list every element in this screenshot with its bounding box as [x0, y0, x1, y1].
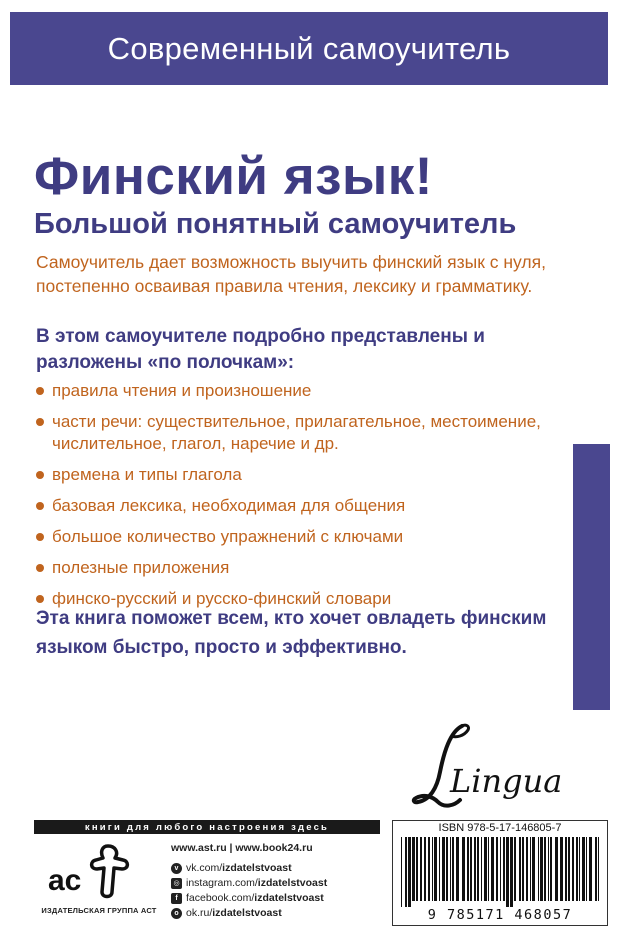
- bullet-icon: [36, 387, 44, 395]
- barcode-bar: [401, 837, 402, 907]
- social-link-vk: [171, 861, 381, 875]
- barcode-bar: [532, 837, 535, 901]
- barcode-bar: [586, 837, 587, 901]
- barcode-bar: [526, 837, 528, 901]
- barcode-bar: [442, 837, 445, 901]
- lingua-wordmark: Lingua: [450, 762, 563, 800]
- barcode-bar: [595, 837, 597, 901]
- barcode-bar: [500, 837, 501, 901]
- barcode-bar: [538, 837, 539, 901]
- barcode-bar: [544, 837, 546, 901]
- barcode-bar: [496, 837, 498, 901]
- barcode-bar: [452, 837, 454, 901]
- social-link-ok: [171, 906, 381, 920]
- ean-number: 9 785171 468057: [427, 907, 573, 923]
- barcode-bar: [484, 837, 487, 901]
- list-item: [36, 557, 566, 579]
- bullet-icon: [36, 502, 44, 510]
- closing-statement: Эта книга поможет всем, кто хочет овладеть финским языком быстро, просто и эффективно.: [36, 608, 547, 658]
- bullet-icon: [36, 418, 44, 426]
- bullet-icon: [36, 564, 44, 572]
- social-handle: izdatelstvoast: [222, 862, 292, 874]
- social-handle: izdatelstvoast: [254, 892, 324, 904]
- facebook-icon: f: [171, 893, 182, 904]
- barcode-bar: [589, 837, 592, 901]
- barcode-bar: [565, 837, 567, 901]
- bullet-icon: [36, 471, 44, 479]
- list-item-text: полезные приложения: [52, 558, 230, 577]
- contents-lead: В этом самоучителе подробно представлены и разложены «по полочкам»:: [36, 326, 485, 373]
- barcode-bar: [412, 837, 415, 901]
- social-link-instagram: [171, 876, 381, 890]
- barcode-bar: [439, 837, 440, 901]
- contents-list: [36, 380, 566, 619]
- barcode-bar: [572, 837, 574, 901]
- footer-slogan: книги для любого настроения здесь: [34, 820, 380, 834]
- barcode-bar: [582, 837, 585, 901]
- barcode-bar: [522, 837, 524, 901]
- barcode-bar: [450, 837, 451, 901]
- list-item-text: финско-русский и русско-финский словари: [52, 589, 392, 608]
- bullet-icon: [36, 533, 44, 541]
- list-item-text: части речи: существительное, прилагательное, местоимение, числительное, глагол, наречие и др.: [52, 412, 541, 453]
- social-prefix: vk.com/: [186, 862, 223, 874]
- publisher-websites: www.ast.ru | www.book24.ru: [171, 842, 313, 854]
- vk-icon: v: [171, 863, 182, 874]
- barcode-bar: [434, 837, 437, 901]
- list-item: [36, 526, 566, 548]
- list-item: [36, 380, 566, 402]
- barcode-bar: [481, 837, 482, 901]
- barcode-bar: [477, 837, 479, 901]
- barcode-bar: [467, 837, 469, 901]
- isbn-number: ISBN 978-5-17-146805-7: [438, 822, 562, 834]
- barcode-bar: [428, 837, 430, 901]
- series-banner: [10, 12, 608, 85]
- barcode-bar: [470, 837, 472, 901]
- barcode-bar: [408, 837, 411, 907]
- barcode-bar: [462, 837, 465, 901]
- barcode-bar: [576, 837, 578, 901]
- barcode-bar: [550, 837, 552, 901]
- barcode-bar: [503, 837, 505, 901]
- social-prefix: facebook.com/: [186, 892, 255, 904]
- side-accent-bar: [573, 444, 610, 710]
- barcode-bar: [579, 837, 580, 901]
- instagram-icon: ◎: [171, 878, 182, 889]
- publisher-contacts: [171, 842, 381, 921]
- barcode-bar: [519, 837, 521, 901]
- barcode-bar: [510, 837, 513, 907]
- list-item-text: времена и типы глагола: [52, 465, 242, 484]
- publisher-name: ИЗДАТЕЛЬСКАЯ ГРУППА АСТ: [41, 906, 157, 915]
- list-item-text: правила чтения и произношение: [52, 381, 312, 400]
- book-subtitle: Большой понятный самоучитель: [34, 208, 517, 240]
- book-title: Финский язык!: [34, 147, 433, 206]
- barcode-bar: [424, 837, 426, 901]
- list-item-text: большое количество упражнений с ключами: [52, 527, 404, 546]
- svg-text:ac: ac: [48, 864, 82, 897]
- barcode-bar: [491, 837, 494, 901]
- barcode-bar: [456, 837, 459, 901]
- barcode-bar: [416, 837, 418, 901]
- barcode-bar: [555, 837, 558, 901]
- barcode-bar: [488, 837, 489, 901]
- barcode-icon: [399, 837, 603, 907]
- bullet-icon: [36, 595, 44, 603]
- barcode-bar: [514, 837, 516, 901]
- list-item: [36, 411, 566, 455]
- barcode-bar: [560, 837, 563, 901]
- social-prefix: instagram.com/: [186, 877, 258, 889]
- barcode-bar: [405, 837, 407, 907]
- ok-icon: o: [171, 908, 182, 919]
- barcode-bar: [530, 837, 531, 901]
- ast-publisher-logo: [40, 842, 150, 902]
- barcode-bar: [474, 837, 476, 901]
- barcode-bar: [548, 837, 549, 901]
- list-item: [36, 495, 566, 517]
- social-prefix: ok.ru/: [186, 907, 213, 919]
- barcode-bar: [540, 837, 543, 901]
- social-link-facebook: [171, 891, 381, 905]
- list-item-text: базовая лексика, необходимая для общения: [52, 496, 406, 515]
- barcode-bar: [506, 837, 509, 907]
- barcode-bar: [598, 837, 599, 901]
- social-handle: izdatelstvoast: [257, 877, 328, 889]
- intro-paragraph: Самоучитель дает возможность выучить финский язык с нуля, постепенно осваивая правила чтения, лексику и грамматику.: [36, 252, 546, 296]
- barcode-bar: [420, 837, 422, 901]
- lingua-imprint-logo: [410, 722, 563, 812]
- social-handle: izdatelstvoast: [212, 907, 282, 919]
- barcode-bar: [568, 837, 570, 901]
- barcode-bar: [446, 837, 448, 901]
- barcode-bar: [432, 837, 433, 901]
- isbn-barcode-block: [392, 820, 608, 926]
- list-item: [36, 464, 566, 486]
- series-title: Современный самоучитель: [107, 30, 511, 66]
